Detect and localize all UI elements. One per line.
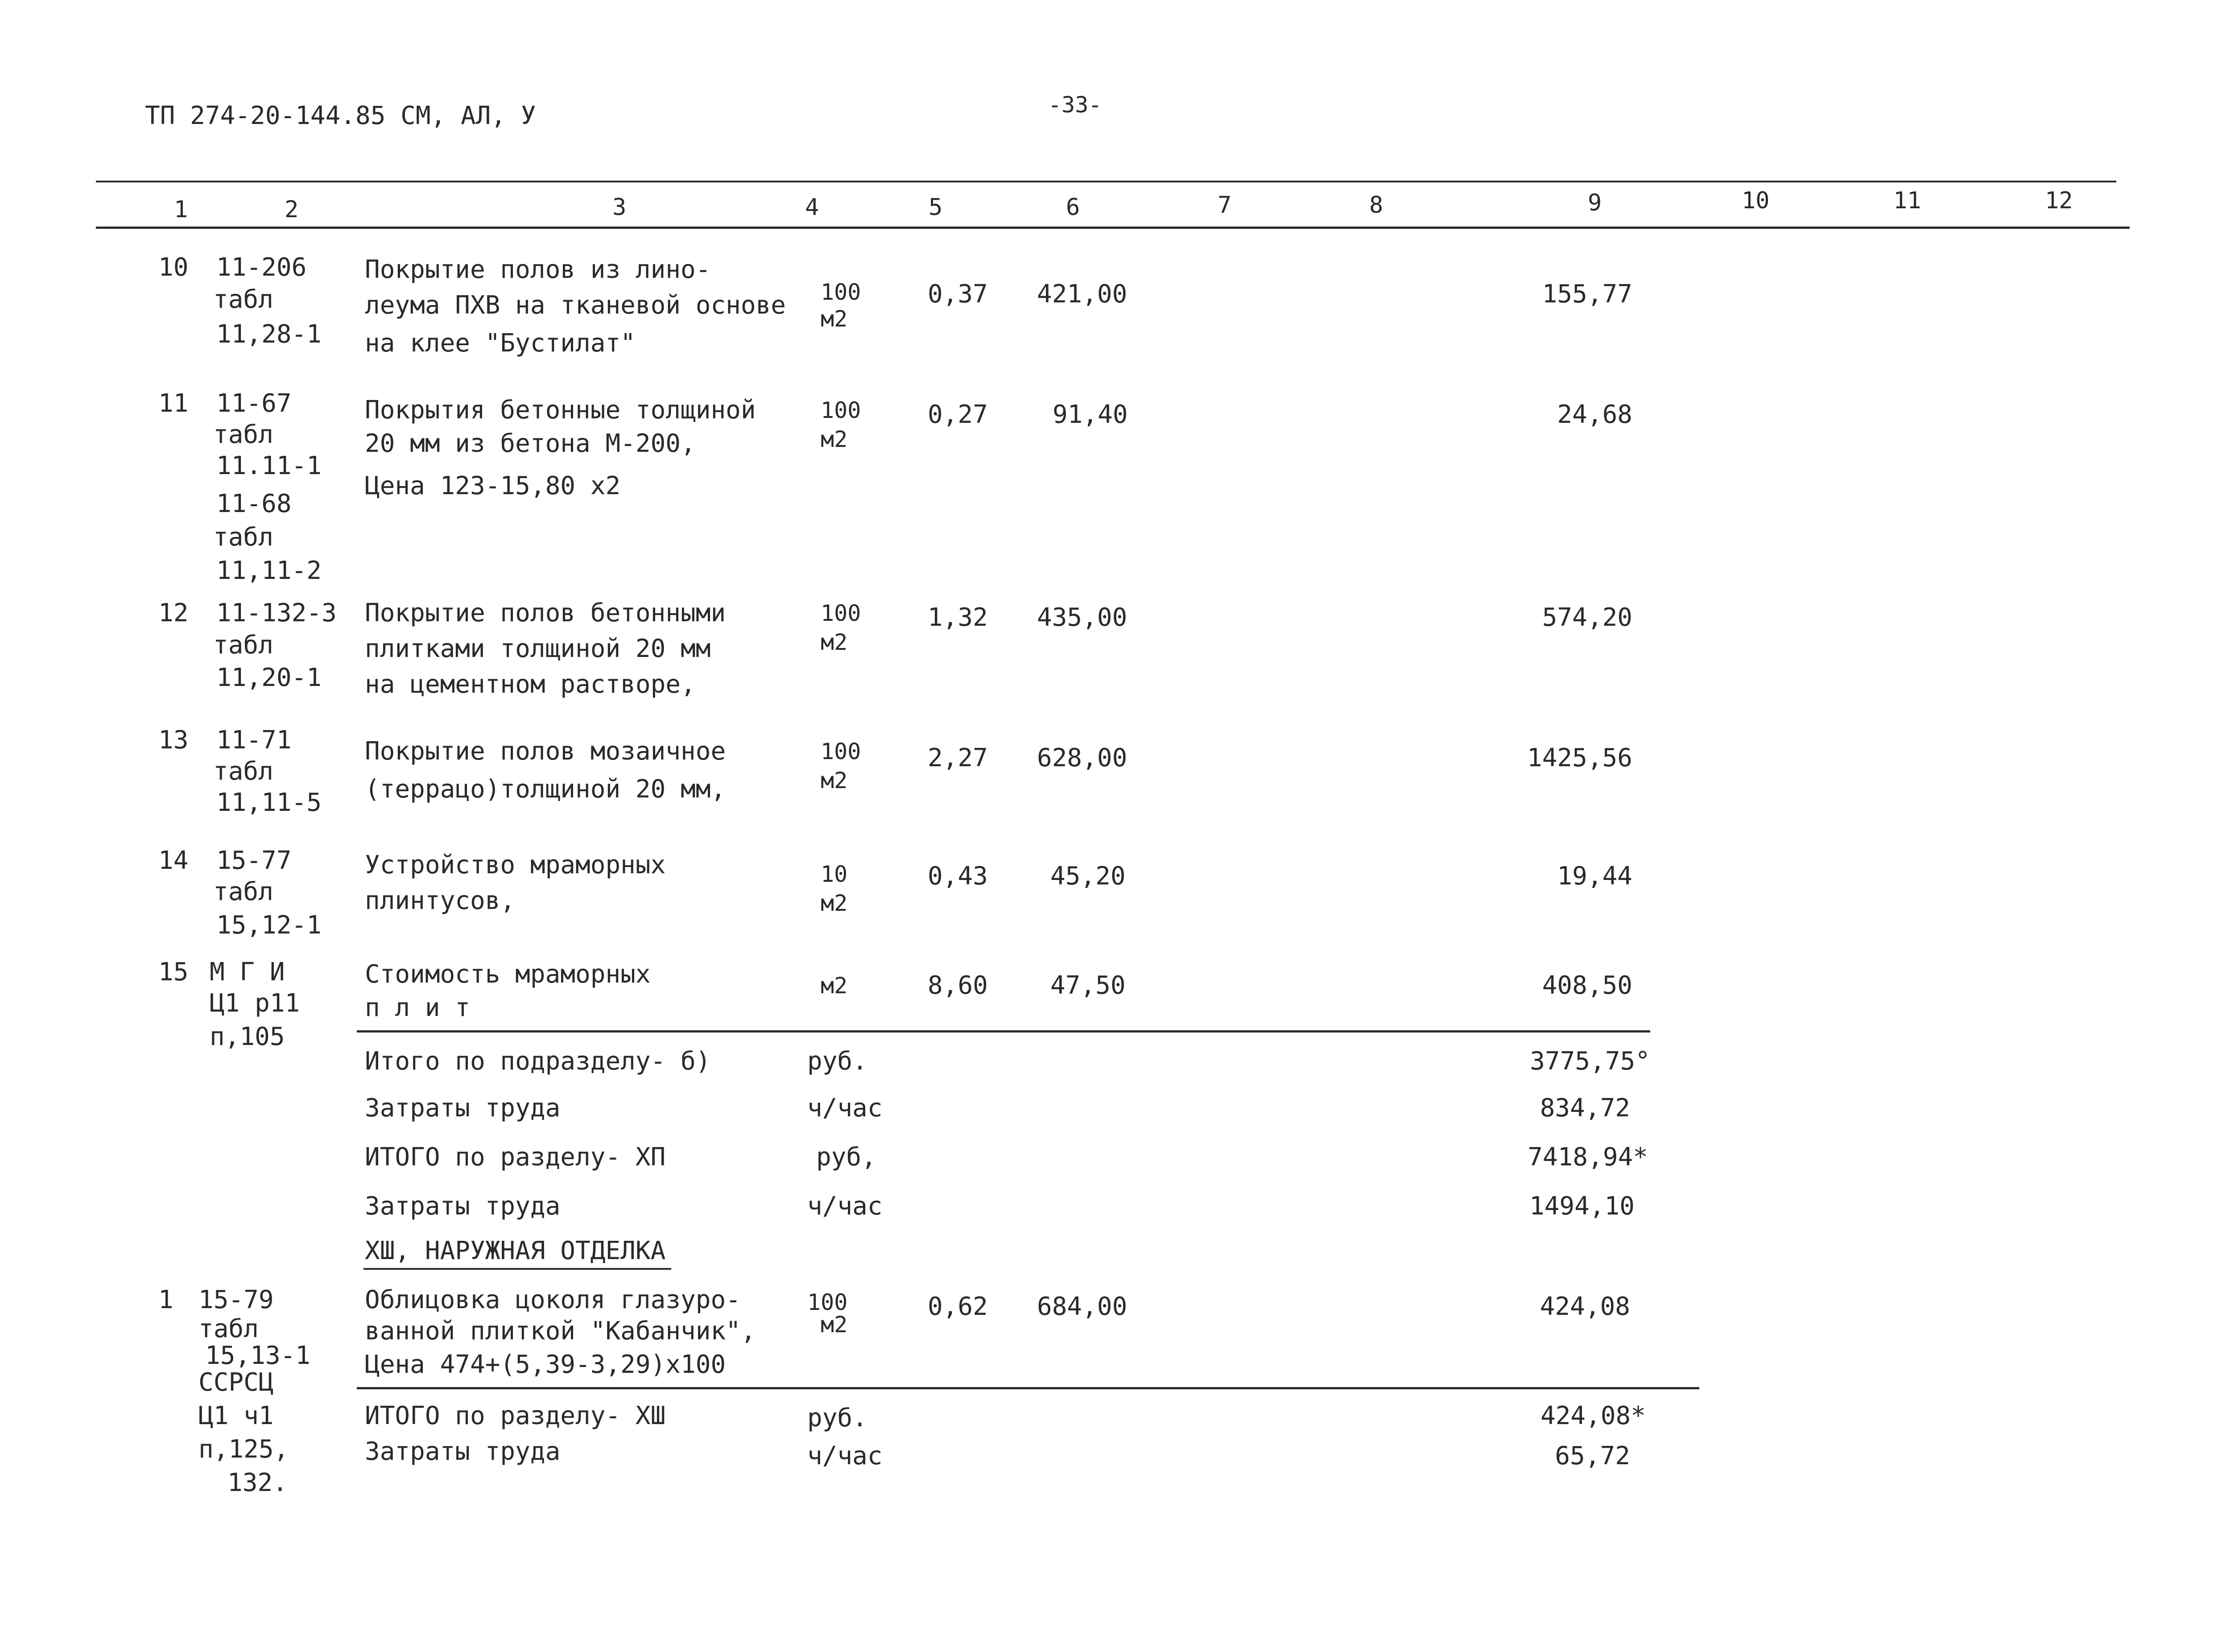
subtotal-label: Итого по подразделу- б): [365, 1047, 711, 1076]
code-line: табл: [213, 877, 273, 906]
code-line: 15-79: [198, 1285, 274, 1314]
description-line: Облицовка цоколя глазуро-: [365, 1285, 741, 1314]
quantity: 2,27: [928, 743, 988, 772]
subtotal-value: 1494,10: [1529, 1192, 1635, 1221]
subtotal-label: ИТОГО по разделу- ХП: [365, 1143, 666, 1172]
column-header: 6: [1066, 194, 1080, 221]
description-line: Покрытия бетонные толщиной: [365, 396, 756, 425]
subtotal-label: Затраты труда: [365, 1192, 561, 1221]
unit-price: 435,00: [1037, 603, 1127, 632]
table-top-rule: [96, 181, 2116, 182]
description-line: леума ПХВ на тканевой основе: [365, 291, 786, 320]
unit-price: 684,00: [1037, 1292, 1127, 1321]
code-line: 11-68: [216, 489, 292, 518]
code-line: 15-77: [216, 846, 292, 875]
code-line: п,125,: [198, 1435, 289, 1464]
column-header: 11: [1893, 187, 1921, 214]
description-line: п л и т: [365, 993, 471, 1022]
quantity: 1,32: [928, 603, 988, 632]
code-line: 132.: [227, 1468, 288, 1497]
quantity: 0,27: [928, 400, 988, 429]
unit-line: м2: [821, 973, 848, 999]
section-title: ХШ, НАРУЖНАЯ ОТДЕЛКА: [365, 1236, 666, 1265]
code-line: М Г И: [210, 958, 285, 987]
subtotal-value: 424,08*: [1540, 1401, 1646, 1430]
column-header: 5: [929, 194, 943, 221]
code-line: табл: [213, 420, 273, 449]
description-line: 20 мм из бетона М-200,: [365, 429, 696, 458]
description-line: плитками толщиной 20 мм: [365, 634, 711, 663]
quantity: 0,43: [928, 862, 988, 891]
section-title-underline: [363, 1268, 671, 1270]
subtotal-label: Затраты труда: [365, 1437, 561, 1466]
code-line: 11.11-1: [216, 451, 322, 480]
unit-price: 45,20: [1050, 862, 1126, 891]
subtotal-value: 834,72: [1540, 1094, 1630, 1123]
code-line: 15,13-1: [205, 1341, 311, 1370]
description-line: Покрытие полов из лино-: [365, 255, 711, 284]
row-number: 14: [158, 846, 189, 875]
column-header: 9: [1588, 190, 1602, 216]
code-line: 11-132-3: [216, 599, 337, 628]
code-line: Ц1 р11: [210, 989, 300, 1018]
description-line: Покрытие полов мозаичное: [365, 737, 726, 766]
column-header: 4: [805, 194, 819, 221]
subtotal-rule: [357, 1030, 1650, 1032]
quantity: 8,60: [928, 971, 988, 1000]
description-line: Устройство мраморных: [365, 851, 666, 880]
subtotal-rule: [357, 1387, 1699, 1389]
unit-price: 91,40: [1053, 400, 1128, 429]
description-line: Стоимость мраморных: [365, 960, 651, 989]
description-line: плинтусов,: [365, 886, 516, 915]
unit-price: 421,00: [1037, 280, 1127, 309]
row-number: 13: [158, 726, 189, 755]
total-cost: 1425,56: [1527, 743, 1632, 772]
code-line: 11,28-1: [216, 320, 322, 349]
row-number: 11: [158, 389, 189, 418]
subtotal-unit: руб,: [816, 1143, 876, 1172]
row-number: 15: [158, 958, 189, 987]
subtotal-unit: руб.: [807, 1404, 867, 1433]
row-number: 12: [158, 599, 189, 628]
description-line: ванной плиткой "Кабанчик",: [365, 1317, 756, 1346]
code-line: табл: [213, 631, 273, 660]
column-header: 10: [1742, 187, 1770, 214]
subtotal-unit: ч/час: [807, 1441, 883, 1470]
unit-line: м2: [821, 629, 848, 655]
subtotal-value: 3775,75°: [1530, 1047, 1650, 1076]
quantity: 0,62: [928, 1292, 988, 1321]
total-cost: 19,44: [1557, 862, 1632, 891]
description-line: (террацо)толщиной 20 мм,: [365, 775, 726, 804]
unit-line: м2: [821, 768, 848, 793]
subtotal-value: 7418,94*: [1528, 1143, 1648, 1172]
code-line: Ц1 ч1: [198, 1401, 274, 1430]
code-line: 11,11-2: [216, 556, 322, 585]
description-line: Покрытие полов бетонными: [365, 599, 726, 628]
code-line: 11,20-1: [216, 663, 322, 692]
code-line: 11-71: [216, 726, 292, 755]
subtotal-value: 65,72: [1555, 1441, 1630, 1470]
unit-line: м2: [821, 426, 848, 452]
code-line: 15,12-1: [216, 911, 322, 940]
column-header: 7: [1218, 192, 1232, 219]
unit-line: м2: [821, 890, 848, 916]
column-header: 2: [285, 196, 299, 223]
code-line: табл: [213, 285, 273, 314]
total-cost: 424,08: [1540, 1292, 1630, 1321]
column-header: 1: [174, 196, 188, 223]
code-line: п,105: [210, 1022, 285, 1051]
description-line: Цена 474+(5,39-3,29)х100: [365, 1350, 726, 1379]
subtotal-unit: ч/час: [807, 1094, 883, 1123]
unit-line: м2: [821, 1312, 848, 1338]
unit-line: 100: [821, 739, 861, 764]
unit-line: 100: [821, 397, 861, 423]
subtotal-unit: ч/час: [807, 1192, 883, 1221]
unit-line: 100: [821, 279, 861, 305]
subtotal-unit: руб.: [807, 1047, 867, 1076]
quantity: 0,37: [928, 280, 988, 309]
total-cost: 408,50: [1542, 971, 1632, 1000]
code-line: табл: [198, 1314, 259, 1343]
row-number: 10: [158, 253, 189, 282]
description-line: Цена 123-15,80 х2: [365, 471, 621, 500]
row-number: 1: [158, 1285, 173, 1314]
subtotal-label: Затраты труда: [365, 1094, 561, 1123]
table-header-rule: [96, 227, 2130, 229]
unit-line: 10: [821, 861, 848, 887]
code-line: табл: [213, 523, 273, 552]
description-line: на клее "Бустилат": [365, 329, 636, 358]
unit-price: 47,50: [1050, 971, 1126, 1000]
description-line: на цементном растворе,: [365, 670, 696, 699]
total-cost: 155,77: [1542, 280, 1632, 309]
column-header: 12: [2045, 187, 2073, 214]
page-number: -33-: [1048, 92, 1102, 118]
unit-line: м2: [821, 306, 848, 332]
code-line: ССРСЦ: [198, 1368, 274, 1397]
unit-price: 628,00: [1037, 743, 1127, 772]
column-header: 8: [1369, 192, 1384, 219]
unit-line: 100: [821, 600, 861, 626]
total-cost: 24,68: [1557, 400, 1632, 429]
code-line: табл: [213, 757, 273, 786]
code-line: 11-206: [216, 253, 307, 282]
document-code: ТП 274-20-144.85 СМ, АЛ, У: [145, 101, 536, 130]
column-header: 3: [612, 194, 627, 221]
total-cost: 574,20: [1542, 603, 1632, 632]
code-line: 11-67: [216, 389, 292, 418]
subtotal-label: ИТОГО по разделу- ХШ: [365, 1401, 666, 1430]
unit-line: 100: [807, 1289, 848, 1315]
code-line: 11,11-5: [216, 788, 322, 817]
